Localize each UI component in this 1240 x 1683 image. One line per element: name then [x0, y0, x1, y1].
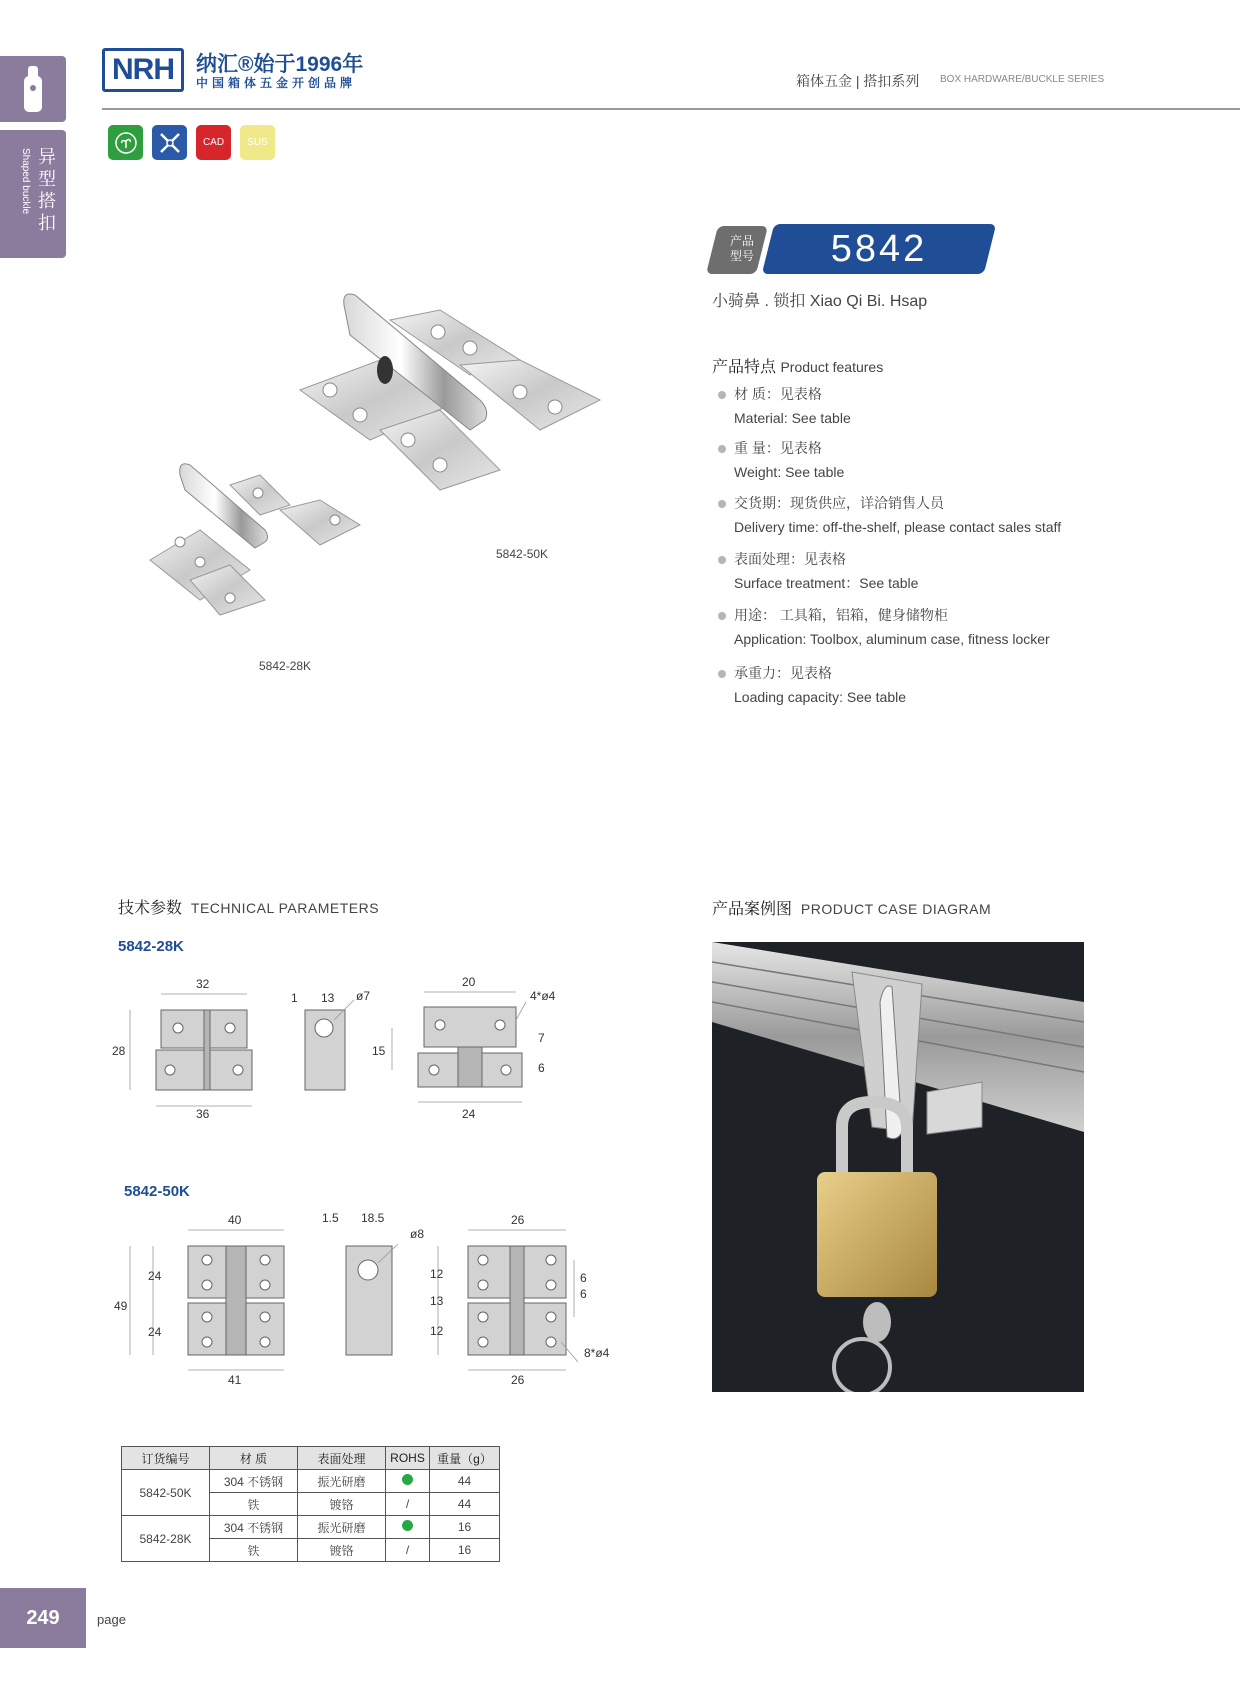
dim-50k-h1: 24 — [148, 1269, 162, 1283]
cell-weight: 16 — [430, 1516, 500, 1539]
cell-material: 304 不锈钢 — [210, 1516, 298, 1539]
table-row — [122, 1516, 500, 1539]
cad-icon: CAD — [196, 125, 231, 160]
feature-item: 用途： 工具箱，铝箱，健身储物柜 Application: Toolbox, aluminum case, fitness locker — [718, 603, 1050, 651]
col-order-no: 订货编号 — [122, 1447, 210, 1470]
page-label: page — [97, 1612, 126, 1627]
dim-50k-plan-bottom: 26 — [511, 1373, 525, 1387]
dim-50k-d1: 6 — [580, 1271, 587, 1285]
feature-item: 材 质：见表格 Material: See table — [718, 382, 851, 430]
dim-28k-top-width: 32 — [196, 977, 210, 991]
case-photo — [712, 942, 1084, 1392]
dim-28k-holes: 4*ø4 — [530, 989, 556, 1003]
dim-50k-s1: 12 — [430, 1267, 444, 1281]
dim-28k-hole: ø7 — [356, 989, 371, 1003]
col-rohs: ROHS — [386, 1447, 430, 1470]
col-weight: 重量（g） — [430, 1447, 500, 1470]
brand-logo: NRH — [102, 48, 184, 92]
rohs-yes-icon — [402, 1520, 413, 1531]
cell-surface: 振光研磨 — [298, 1516, 386, 1539]
tech-model-28k: 5842-28K — [118, 938, 184, 955]
dim-28k-d2: 6 — [538, 1061, 545, 1075]
latch-28k-image — [150, 464, 360, 615]
dim-50k-d2: 6 — [580, 1287, 587, 1301]
feature-badges — [108, 125, 275, 160]
table-header-row — [122, 1447, 500, 1470]
dim-50k-depth: 18.5 — [361, 1211, 385, 1225]
cell-weight: 44 — [430, 1493, 500, 1516]
cell-material: 304 不锈钢 — [210, 1470, 298, 1493]
col-surface: 表面处理 — [298, 1447, 386, 1470]
category-cn: 箱体五金 | 搭扣系列 — [796, 73, 920, 89]
cell-model: 5842-28K — [122, 1516, 210, 1562]
tech-title: 技术参数 TECHNICAL PARAMETERS — [118, 900, 380, 917]
cell-model: 5842-50K — [122, 1470, 210, 1516]
brand-name: 纳汇®始于1996年 — [196, 53, 364, 76]
technical-drawing — [108, 960, 628, 1400]
dim-50k-holes: 8*ø4 — [584, 1346, 610, 1360]
feature-item: 重 量：见表格 Weight: See table — [718, 436, 844, 484]
header-divider — [102, 108, 1240, 110]
buckle-icon — [0, 56, 66, 122]
brand-slogan: 中国箱体五金开创品牌 — [196, 76, 357, 90]
dim-28k-height: 28 — [112, 1044, 126, 1058]
cell-rohs: / — [386, 1493, 430, 1516]
cell-material: 铁 — [210, 1539, 298, 1562]
dim-28k-d1: 7 — [538, 1031, 545, 1045]
case-title: 产品案例图 PRODUCT CASE DIAGRAM — [712, 901, 992, 918]
spec-table — [121, 1446, 500, 1562]
dim-50k-top-width: 40 — [228, 1213, 242, 1227]
dim-28k-bottom-width: 36 — [196, 1107, 210, 1121]
feature-item: 承重力：见表格 Loading capacity: See table — [718, 661, 906, 709]
caption-50k: 5842-50K — [496, 547, 549, 561]
product-render — [140, 280, 610, 680]
dim-50k-thickness: 1.5 — [322, 1211, 339, 1225]
tech-model-50k: 5842-50K — [124, 1183, 190, 1200]
dim-50k-hole: ø8 — [410, 1227, 425, 1241]
table-row — [122, 1470, 500, 1493]
cell-surface: 振光研磨 — [298, 1470, 386, 1493]
caption-28k: 5842-28K — [259, 659, 312, 673]
sus-icon: SUS — [240, 125, 275, 160]
side-tab-label-en: Shaped buckle — [20, 148, 31, 215]
category-en: BOX HARDWARE/BUCKLE SERIES — [940, 74, 1105, 85]
dim-50k-bottom-width: 41 — [228, 1373, 242, 1387]
feature-item: 交货期：现货供应，详洽销售人员 Delivery time: off-the-shelf, please contact sales staff — [718, 491, 1061, 539]
model-number: 5842 — [830, 228, 928, 270]
side-tab-icon-block — [0, 56, 66, 122]
features-title: 产品特点 Product features — [712, 359, 884, 376]
rohs-yes-icon — [402, 1474, 413, 1485]
dim-50k-s2: 13 — [430, 1294, 444, 1308]
cell-weight: 16 — [430, 1539, 500, 1562]
page-number: 249 — [0, 1588, 86, 1648]
cell-surface: 镀铬 — [298, 1539, 386, 1562]
cell-surface: 镀铬 — [298, 1493, 386, 1516]
dim-28k-plan-top: 20 — [462, 975, 476, 989]
cell-rohs — [386, 1516, 430, 1539]
dim-28k-thickness: 1 — [291, 991, 298, 1005]
latch-50k-image — [300, 294, 600, 490]
dim-28k-depth: 13 — [321, 991, 335, 1005]
dim-50k-h2: 24 — [148, 1325, 162, 1339]
dim-28k-plan-bottom: 24 — [462, 1107, 476, 1121]
side-tab-label-cn: 异型搭扣 — [38, 147, 56, 233]
model-tag-text: 产品 型号 — [729, 234, 754, 263]
cell-rohs: / — [386, 1539, 430, 1562]
cell-weight: 44 — [430, 1470, 500, 1493]
eco-icon — [108, 125, 143, 160]
feature-item: 表面处理：见表格 Surface treatment：See table — [718, 547, 918, 595]
product-name: 小骑鼻 . 锁扣 Xiao Qi Bi. Hsap — [712, 293, 928, 310]
tools-icon — [152, 125, 187, 160]
dim-50k-plan-top: 26 — [511, 1213, 525, 1227]
cell-material: 铁 — [210, 1493, 298, 1516]
dim-50k-height: 49 — [114, 1299, 128, 1313]
cell-rohs — [386, 1470, 430, 1493]
dim-28k-plan-height: 15 — [372, 1044, 386, 1058]
col-material: 材 质 — [210, 1447, 298, 1470]
dim-50k-s3: 12 — [430, 1324, 444, 1338]
